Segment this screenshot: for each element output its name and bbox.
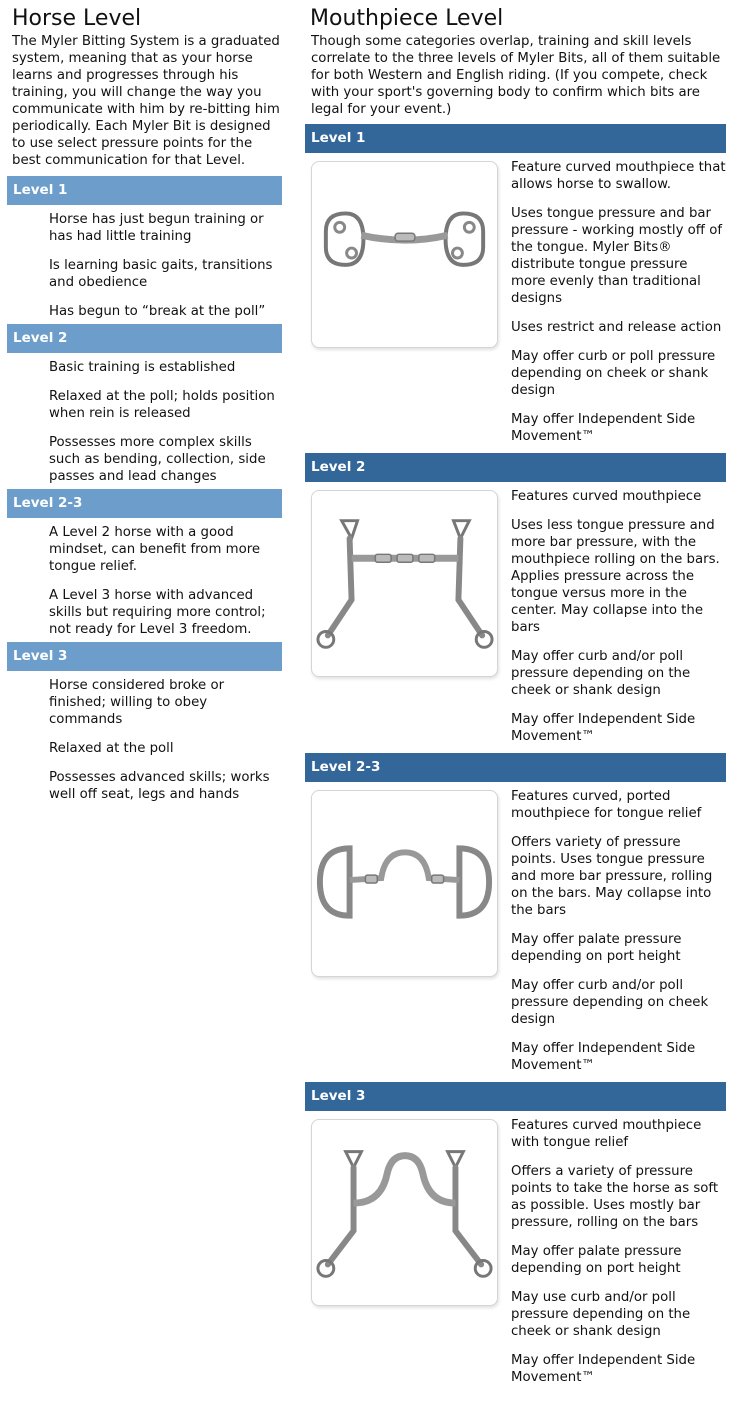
list-item: Features curved mouthpiece (511, 489, 702, 504)
list-item: May offer curb or poll pressure depending on cheek or shank design (511, 349, 716, 398)
horse-level-2-list (7, 353, 282, 489)
list-item: May offer Independent Side Movement™ (511, 712, 696, 744)
list-item: May offer curb and/or poll pressure depending on the cheek or shank design (511, 649, 691, 698)
shanked-bit-low-port-image (311, 490, 498, 677)
list-item: Horse has just begun training or has had little training (49, 212, 264, 244)
list-item: A Level 2 horse with a good mindset, can benefit from more tongue relief. (49, 525, 261, 574)
mouthpiece-level-2-3-header: Level 2-3 (305, 753, 726, 782)
list-item: Is learning basic gaits, transitions and obedience (49, 258, 273, 290)
dee-ring-ported-bit-image (311, 790, 498, 977)
list-item: Features curved mouthpiece with tongue relief (511, 1118, 702, 1150)
list-item: Features curved, ported mouthpiece for tongue relief (511, 789, 702, 821)
horse-level-2-3-list (7, 518, 282, 642)
horse-level-2-3-header: Level 2-3 (7, 489, 282, 518)
list-item: May offer Independent Side Movement™ (511, 1353, 696, 1385)
list-item: Has begun to “break at the poll” (49, 304, 266, 319)
list-item: Horse considered broke or finished; willing to obey commands (49, 678, 225, 727)
loose-ring-snaffle-bit-image (311, 161, 498, 348)
high-port-bit-icon (312, 1120, 497, 1305)
list-item: May offer palate pressure depending on port height (511, 932, 682, 964)
list-item: Uses restrict and release action (511, 320, 722, 335)
horse-level-intro: The Myler Bitting System is a graduated system, meaning that as your horse learns and progresses through his training, you will change the way you communicate with him by re-bitting him periodically. Each Myler Bit is designed to use select pressure points for the best communication for that Level. (12, 34, 280, 168)
horse-level-2-header: Level 2 (7, 324, 282, 353)
mouthpiece-level-2-3-block (305, 782, 726, 1082)
list-item: A Level 3 horse with advanced skills but requiring more control; not ready for Level 3 freedom. (49, 588, 266, 637)
horse-level-1-header: Level 1 (7, 176, 282, 205)
list-item: May offer palate pressure depending on port height (511, 1244, 682, 1276)
list-item: Basic training is established (49, 360, 236, 375)
horse-level-3-list (7, 671, 282, 807)
mouthpiece-level-intro: Though some categories overlap, training and skill levels correlate to the three levels of Myler Bits, all of them suitable for both Western and English riding. (If you compete, check with your sport's governing body to confirm which bits are legal for your event.) (311, 34, 721, 117)
shanked-bit-icon (312, 491, 497, 676)
list-item: Possesses advanced skills; works well off seat, legs and hands (49, 770, 270, 802)
mouthpiece-level-2-block (305, 482, 726, 753)
list-item: Uses less tongue pressure and more bar pressure, with the mouthpiece rolling on the bars. Applies pressure across the tongue versus more in the center. May collapse into the bars (511, 518, 720, 635)
list-item: Feature curved mouthpiece that allows horse to swallow. (511, 160, 726, 192)
list-item: Uses tongue pressure and bar pressure - working mostly off of the tongue. Myler Bits® distribute tongue pressure more evenly than traditional designs (511, 206, 723, 306)
shanked-bit-high-port-image (311, 1119, 498, 1306)
list-item: May offer Independent Side Movement™ (511, 412, 696, 444)
list-item: May offer Independent Side Movement™ (511, 1041, 696, 1073)
list-item: Relaxed at the poll (49, 741, 174, 756)
mouthpiece-level-3-block (305, 1111, 726, 1394)
mouthpiece-level-1-header: Level 1 (305, 124, 726, 153)
mouthpiece-level-2-header: Level 2 (305, 453, 726, 482)
horse-level-3-header: Level 3 (7, 642, 282, 671)
horse-level-title: Horse Level (12, 6, 142, 31)
list-item: May offer curb and/or poll pressure depending on cheek design (511, 978, 709, 1027)
mouthpiece-level-3-header: Level 3 (305, 1082, 726, 1111)
list-item: Possesses more complex skills such as bending, collection, side passes and lead changes (49, 435, 266, 484)
snaffle-bit-icon (312, 162, 497, 347)
mouthpiece-level-title: Mouthpiece Level (310, 6, 504, 31)
horse-level-1-list (7, 205, 282, 324)
list-item: Offers a variety of pressure points to take the horse as soft as possible. Uses mostly bar pressure, rolling on the bars (511, 1164, 719, 1230)
list-item: Offers variety of pressure points. Uses tongue pressure and more bar pressure, rolling on the bars. May collapse into the bars (511, 835, 713, 918)
mouthpiece-level-column (305, 5, 726, 1394)
list-item: Relaxed at the poll; holds position when rein is released (49, 389, 275, 421)
dee-ring-bit-icon (312, 791, 497, 976)
mouthpiece-level-1-block (305, 153, 726, 453)
horse-level-column (7, 5, 282, 807)
list-item: May use curb and/or poll pressure depending on the cheek or shank design (511, 1290, 691, 1339)
